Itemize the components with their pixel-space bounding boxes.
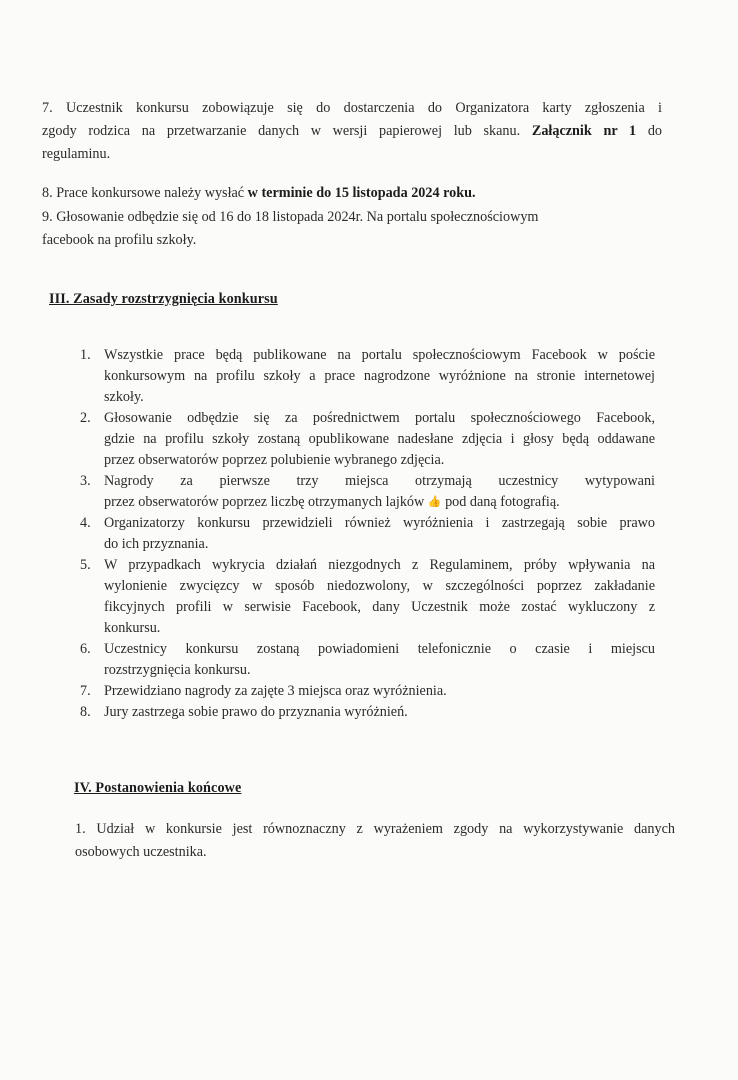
section-3-heading: III. Zasady rozstrzygnięcia konkursu bbox=[49, 291, 278, 307]
section-4-heading: IV. Postanowienia końcowe bbox=[74, 780, 242, 796]
list-item bbox=[70, 513, 655, 555]
list-item-line: konkursu. bbox=[104, 620, 161, 636]
list-item-line: gdzie na profilu szkoły zostaną opublikowane nadesłane zdjęcia i głosy będą oddawane bbox=[104, 431, 655, 447]
paragraph-8-text: 8. Prace konkursowe należy wysłać bbox=[42, 185, 248, 201]
paragraph-7 bbox=[42, 97, 662, 166]
list-item-line: Wszystkie prace będą publikowane na portalu społecznościowym Facebook w poście bbox=[104, 347, 655, 363]
list-item-line: rozstrzygnięcia konkursu. bbox=[104, 662, 251, 678]
attachment-reference: Załącznik nr 1 bbox=[531, 123, 637, 139]
list-item-number: 2. bbox=[80, 410, 91, 426]
list-item-line-text: przez obserwatorów poprzez liczbę otrzymanych lajków bbox=[104, 494, 428, 510]
list-item-line-text: pod daną fotografią. bbox=[441, 494, 560, 510]
list-item-line: Organizatorzy konkursu przewidzieli również wyróżnienia i zastrzegają sobie prawo bbox=[104, 515, 655, 531]
list-item-number: 8. bbox=[80, 704, 91, 720]
paragraph-9-line-2: facebook na profilu szkoły. bbox=[42, 232, 197, 248]
list-item bbox=[70, 345, 655, 408]
list-item-line: konkursowym na profilu szkoły a prace nagrodzone wyróżnione na stronie internetowej bbox=[104, 368, 655, 384]
list-item-line: Uczestnicy konkursu zostaną powiadomieni telefonicznie o czasie i miejscu bbox=[104, 641, 655, 657]
final-paragraph-1-line-2: osobowych uczestnika. bbox=[75, 844, 207, 860]
list-item-line: przez obserwatorów poprzez polubienie wybranego zdjęcia. bbox=[104, 452, 445, 468]
list-item bbox=[70, 639, 655, 681]
list-item bbox=[70, 681, 655, 702]
list-item-number: 5. bbox=[80, 557, 91, 573]
list-item-number: 7. bbox=[80, 683, 91, 699]
list-item-line: wylonienie zwycięzcy w sposób niedozwolony, w szczególności poprzez zakładanie bbox=[104, 578, 655, 594]
paragraph-7-line-3: regulaminu. bbox=[42, 146, 111, 162]
paragraph-9-line-1: 9. Głosowanie odbędzie się od 16 do 18 listopada 2024r. Na portalu społecznościowym bbox=[42, 209, 539, 225]
list-item-line: do ich przyznania. bbox=[104, 536, 209, 552]
list-item-line: fikcyjnych profili w serwisie Facebook, dany Uczestnik może zostać wykluczony z bbox=[104, 599, 655, 615]
list-item-line: szkoły. bbox=[104, 389, 144, 405]
final-paragraph-1-line-1: 1. Udział w konkursie jest równoznaczny z wyrażeniem zgody na wykorzystywanie danych bbox=[75, 821, 675, 837]
deadline-text: w terminie do 15 listopada 2024 roku. bbox=[247, 185, 476, 201]
list-item-line: W przypadkach wykrycia działań niezgodnych z Regulaminem, próby wpływania na bbox=[104, 557, 655, 573]
list-item-number: 6. bbox=[80, 641, 91, 657]
list-item bbox=[70, 471, 655, 513]
list-item-line: Głosowanie odbędzie się za pośrednictwem portalu społecznościowego Facebook, bbox=[104, 410, 655, 426]
paragraph-8 bbox=[42, 182, 662, 205]
thumbs-up-icon: 👍 bbox=[427, 496, 442, 508]
list-item-number: 4. bbox=[80, 515, 91, 531]
paragraph-7-line-2-text: zgody rodzica na przetwarzanie danych w wersji papierowej lub skanu. bbox=[42, 123, 521, 139]
list-item-line: Jury zastrzega sobie prawo do przyznania wyróżnień. bbox=[104, 704, 408, 720]
paragraph-7-line-2 bbox=[42, 120, 662, 143]
list-item bbox=[70, 408, 655, 471]
list-item bbox=[70, 702, 655, 723]
list-item-line: Nagrody za pierwsze trzy miejsca otrzymają uczestnicy wytypowani bbox=[104, 473, 655, 489]
section-3-list bbox=[70, 345, 655, 723]
paragraph-9 bbox=[42, 206, 662, 252]
final-paragraph-1 bbox=[75, 818, 675, 864]
paragraph-7-line-1: 7. Uczestnik konkursu zobowiązuje się do dostarczenia do Organizatora karty zgłoszenia i bbox=[42, 100, 662, 116]
list-item bbox=[70, 555, 655, 639]
list-item-line: Przewidziano nagrody za zajęte 3 miejsca oraz wyróżnienia. bbox=[104, 683, 447, 699]
list-item-number: 1. bbox=[80, 347, 91, 363]
paragraph-7-line-2-tail: do bbox=[636, 123, 663, 139]
list-item-number: 3. bbox=[80, 473, 91, 489]
list-item-line bbox=[104, 492, 655, 513]
